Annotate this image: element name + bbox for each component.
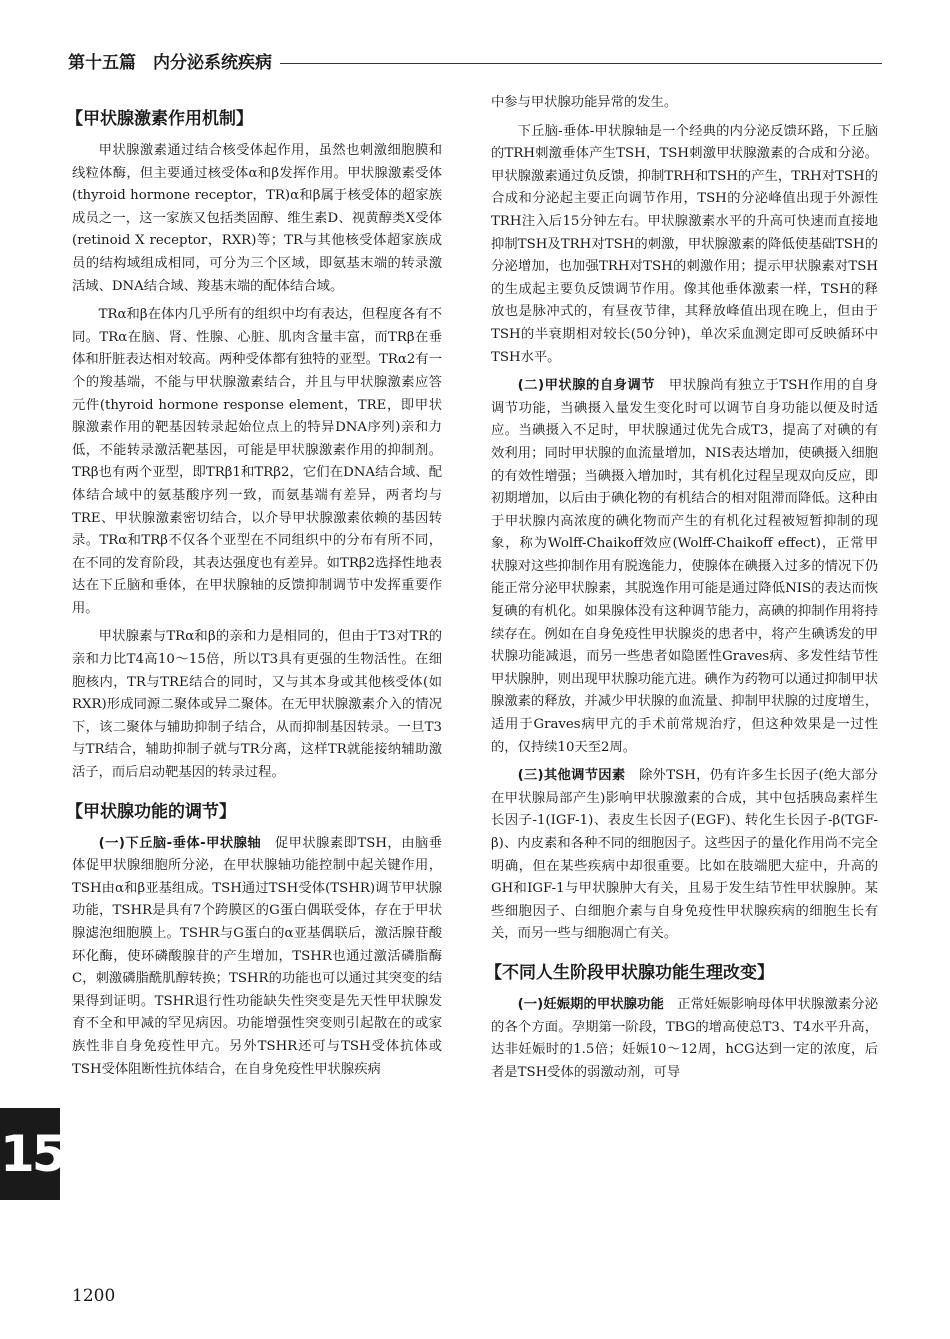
section-heading-mechanism: 【甲状腺激素作用机制】 [66, 109, 253, 129]
paragraph-pregnancy [491, 994, 878, 1084]
left-column [66, 92, 442, 1087]
subheading-other-factors: (三)其他调节因素 [517, 768, 626, 784]
subheading-autoregulation: (二)甲状腺的自身调节 [517, 378, 656, 394]
section-tab: 15 [0, 1108, 60, 1200]
paragraph-text: 甲状腺尚有独立于TSH作用的自身调节功能，当碘摄入量发生变化时可以调节自身功能以便及时适应。当碘摄入不足时，甲状腺通过优先合成T3，提高了对碘的有效利用；同时甲状腺的血流量增加，NIS表达增加，使碘摄入细胞的有效性增强；当碘摄入增加时，其有机化过程呈现双向反应，即初期增加，以后由于碘化物的有机结合的相对阻滞而降低。这种由于甲状腺内高浓度的碘化物而产生的有机化过程被短暂抑制的现象，称为Wolff-Chaikoff效应(Wolff-Chaikoff effect)，正常甲状腺对这些抑制作用有脱逸能力，使腺体在碘摄入过多的情况下仍能正常分泌甲状腺素，其脱逸作用可能是通过降低NIS的表达而恢复碘的有机化。如果腺体没有这种调节能力，高碘的抑制作用将持续存在。例如在自身免疫性甲状腺炎的患者中，将产生碘诱发的甲状腺功能减退，而另一些患者如隐匿性Graves病、多发性结节性甲状腺肿，则出现甲状腺功能亢进。碘作为药物可以通过抑制甲状腺激素的释放，并减少甲状腺的血流量、抑制甲状腺的过度增生，适用于Graves病甲亢的手术前常规治疗，但这种效果是一过性的，仅持续10天至2周。 [491, 378, 879, 755]
paragraph-continued: 中参与甲状腺功能异常的发生。 [491, 95, 678, 110]
paragraph-text: 促甲状腺素即TSH，由脑垂体促甲状腺细胞所分泌，在甲状腺轴功能控制中起关键作用，TSH由α和β亚基组成。TSH通过TSH受体(TSHR)调节甲状腺功能，TSHR是具有7个跨膜区的G蛋白偶联受体，存在于甲状腺滤泡细胞膜上。TSHR与G蛋白的α亚基偶联后，激活腺苷酸环化酶，使环磷酸腺苷的产生增加，TSHR也通过激活磷脂酶C，刺激磷脂酰肌醇转换；TSHR的功能也可以通过其突变的结果得到证明。TSHR退行性功能缺失性突变是先天性甲状腺发育不全和甲减的罕见病因。功能增强性突变则引起散在的或家族性非自身免疫性甲亢。另外TSHR还可与TSH受体抗体或TSH受体阻断性抗体结合，在自身免疫性甲状腺疾病 [72, 835, 442, 1077]
section-heading-life-stages: 【不同人生阶段甲状腺功能生理改变】 [485, 962, 774, 983]
paragraph: TRα和β在体内几乎所有的组织中均有表达，但程度各有不同。TRα在脑、肾、性腺、心脏、肌肉含量丰富，而TRβ在垂体和肝脏表达相对较高。两种受体都有独特的亚型。TRα2有一个的羧基端，不能与甲状腺激素结合，并且与甲状腺激素应答元件(thyroid hormone response element，TRE，即甲状腺激素作用的靶基因转录起始位点上的特异DNA序列)亲和力低，不能转录激活靶基因，可能是甲状腺激素作用的抑制剂。TRβ也有两个亚型，即TRβ1和TRβ2，它们在DNA结合域、配体结合域中的氨基酸序列一致，而氨基端有差异，两者均与TRE、甲状腺激素密切结合，以介导甲状腺激素依赖的基因转录。TRα和TRβ不仅各个亚型在不同组织中的分布有所不同，在不同的发育阶段，其表达强度也有差异。如TRβ2选择性地表达在下丘脑和垂体，在甲状腺轴的反馈抑制调节中发挥重要作用。 [72, 307, 442, 616]
section-heading-regulation: 【甲状腺功能的调节】 [66, 801, 236, 822]
right-column [485, 92, 879, 1090]
paragraph: 甲状腺素与TRα和β的亲和力是相同的，但由于T3对TR的亲和力比T4高10～15倍，所以T3具有更强的生物活性。在细胞核内，TR与TRE结合的同时，又与其本身或其他核受体(如RXR)形成同源二聚体或异二聚体。在无甲状腺激素介入的情况下，该二聚体与辅助抑制子结合，从而抑制基因转录。一旦T3与TR结合，辅助抑制子就与TR分离，这样TR就能接纳辅助激活子，而后启动靶基因的转录过程。 [72, 629, 442, 781]
subheading-pregnancy: (一)妊娠期的甲状腺功能 [517, 996, 664, 1012]
paragraph-hpt-axis [72, 833, 442, 1082]
paragraph: 甲状腺激素通过结合核受体起作用，虽然也刺激细胞膜和线粒体酶，但主要通过核受体α和β发挥作用。甲状腺激素受体(thyroid hormone receptor，TR)α和β属于核受体的超家族成员之一，这一家族又包括类固醇、维生素D、视黄醇类X受体(retinoid X receptor，RXR)等；TR与其他核受体超家族成员的结构域组成相同，可分为三个区域，即氨基末端的转录激活域、DNA结合域、羧基末端的配体结合域。 [72, 143, 442, 294]
paragraph-text: 除外TSH，仍有许多生长因子(绝大部分在甲状腺局部产生)影响甲状腺激素的合成，其中包括胰岛素样生长因子-1(IGF-1)、表皮生长因子(EGF)、转化生长因子-β(TGF-β)、内皮素和各种不同的细胞因子。这些因子的量化作用尚不完全明确，但在某些疾病中却很重要。比如在肢端肥大症中，升高的GH和IGF-1与甲状腺肿大有关，且易于发生结节性甲状腺肿。某些细胞因子、白细胞介素与自身免疫性甲状腺疾病的细胞生长有关，而另一些与细胞凋亡有关。 [491, 768, 879, 942]
subheading-hpt-axis: (一)下丘脑-垂体-甲状腺轴 [98, 835, 262, 851]
paragraph: 下丘脑-垂体-甲状腺轴是一个经典的内分泌反馈环路，下丘脑的TRH刺激垂体产生TSH，TSH刺激甲状腺激素的合成和分泌。甲状腺激素通过负反馈，抑制TRH和TSH的产生，TRH对TSH的合成和分泌起主要正向调节作用，TSH的分泌峰值出现于外源性TRH注入后15分钟左右。甲状腺激素水平的升高可快速而直接地抑制TSH及TRH对TSH的刺激，甲状腺激素的降低使基础TSH的分泌增加，也加强TRH对TSH的刺激作用；提示甲状腺素对TSH的生成起主要负反馈调节作用。像其他垂体激素一样，TSH的释放也是脉冲式的，有昼夜节律，其释放峰值出现在晚上，但由于TSH的半衰期相对较长(50分钟)，单次采血测定即可反映循环中TSH水平。 [491, 123, 878, 365]
header-title: 第十五篇 内分泌系统疾病 [68, 52, 280, 74]
page-number: 1200 [72, 1286, 116, 1306]
paragraph-text: 正常妊娠影响母体甲状腺激素分泌的各个方面。孕期第一阶段，TBG的增高使总T3、T4水平升高，达非妊娠时的1.5倍；妊娠10～12周，hCG达到一定的浓度，后者是TSH受体的弱激动剂，可导 [491, 996, 878, 1080]
paragraph-autoregulation [491, 375, 878, 759]
paragraph-other-factors [491, 765, 878, 946]
running-header [68, 52, 882, 76]
